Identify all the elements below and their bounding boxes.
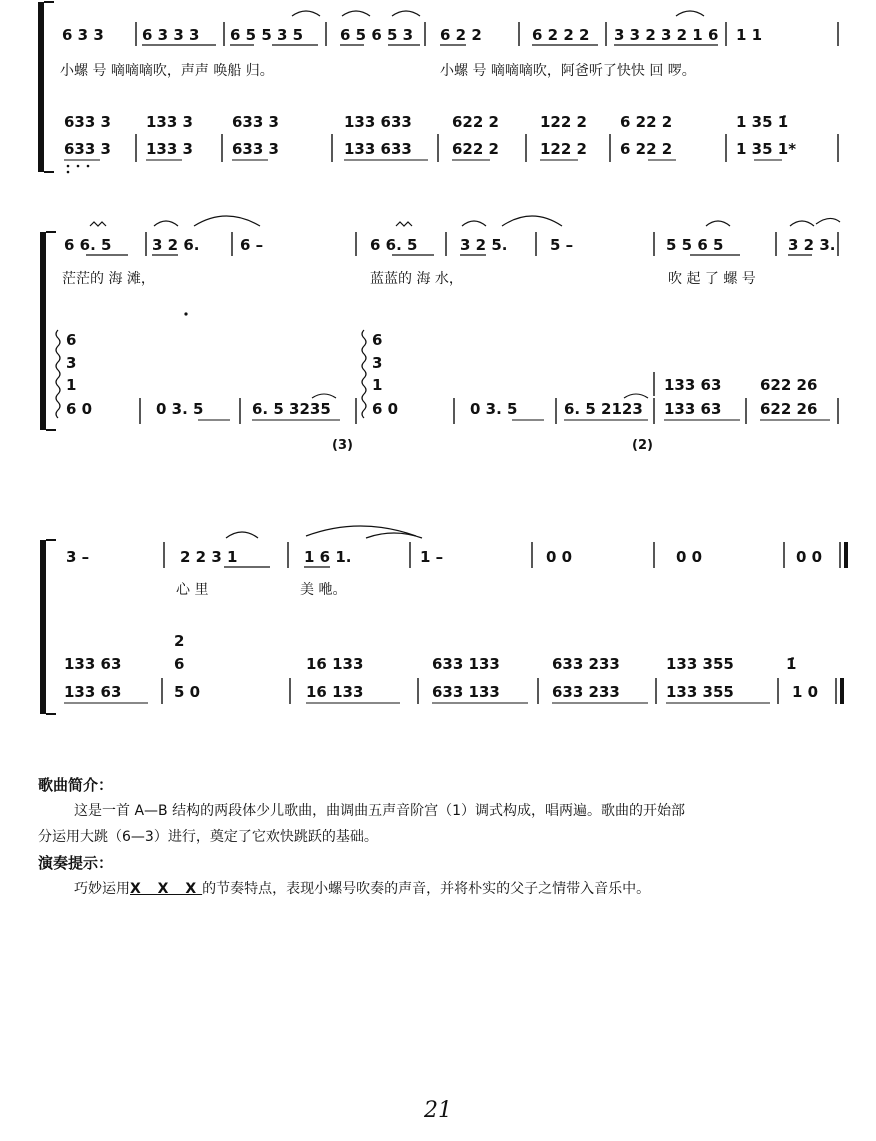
measure-note: 5 5 6 5: [666, 236, 724, 254]
measure-note: 6 3 3 3: [142, 26, 200, 44]
chord: 133 633: [344, 113, 412, 131]
lyric-line: 美 咃。: [300, 582, 347, 598]
lyric-line: 小螺 号 嘀嘀嘀吹，声声 唤船 归。: [60, 63, 274, 79]
measure-note: 1 1: [736, 26, 763, 44]
system-bracket: [40, 540, 46, 714]
chord: 133 63: [64, 655, 122, 673]
chord: 6. 5 2123: [564, 400, 643, 418]
chord-note: 1: [372, 376, 383, 394]
chord: 133 63: [664, 376, 722, 394]
system-2: [40, 216, 840, 453]
tips-text: [38, 876, 838, 902]
chord: 1̇: [786, 655, 797, 673]
chord-note: 3: [372, 354, 383, 372]
section-mark: (2): [632, 438, 653, 453]
chord: 0 3. 5: [470, 400, 518, 418]
accompaniment-upper: [64, 113, 788, 131]
chord: 633 133: [432, 683, 500, 701]
lyric-line: 茫茫的 海 滩，: [62, 271, 155, 287]
chord: 633 233: [552, 655, 620, 673]
measure-note: 0 0: [796, 548, 823, 566]
chord: 633 3: [232, 113, 279, 131]
measure-note: 1 –: [420, 548, 444, 566]
chord: 1 0: [792, 683, 819, 701]
chord: 133 3: [146, 113, 193, 131]
lyric-line: 小螺 号 嘀嘀嘀吹，阿爸听了快快 回 啰。: [440, 63, 696, 79]
chord: 6: [174, 655, 185, 673]
tips-heading: 演奏提示：: [38, 854, 114, 872]
measure-note: 0 0: [546, 548, 573, 566]
chord: 6. 5 3235: [252, 400, 331, 418]
measure-note: 5 –: [550, 236, 574, 254]
chord: 633 133: [432, 655, 500, 673]
chord: 633 3: [64, 113, 111, 131]
accompaniment-upper: [64, 655, 796, 673]
chord: 133 3: [146, 140, 193, 158]
chord: 633 233: [552, 683, 620, 701]
chord-note: 2: [174, 632, 185, 650]
system-bracket: [38, 2, 44, 172]
chord-note: 6: [66, 331, 77, 349]
chord: 6 22 2: [620, 140, 673, 158]
chord-note: 1: [66, 376, 77, 394]
chord: 6 0: [66, 400, 93, 418]
chord-note: 6: [372, 331, 383, 349]
chord: 133 355: [666, 683, 734, 701]
song-notes: [38, 772, 838, 902]
measure-note: 6 2 2 2: [532, 26, 590, 44]
chord: 633 3: [232, 140, 279, 158]
accompaniment-lower: [66, 400, 817, 418]
lyric-line: 心 里: [176, 582, 209, 598]
chord: 5 0: [174, 683, 201, 701]
system-3: [40, 526, 848, 714]
chord: 122 2: [540, 113, 587, 131]
rhythm-pattern: X X X: [130, 881, 203, 897]
accompaniment-upper: [664, 376, 817, 394]
chord: 622 2: [452, 113, 499, 131]
tips-pre: 巧妙运用: [74, 881, 130, 897]
lyric-line: 蓝蓝的 海 水，: [370, 271, 463, 287]
melody-row: [62, 26, 762, 44]
intro-heading: 歌曲简介：: [38, 776, 114, 794]
system-bracket: [40, 232, 46, 430]
lyric-line: 吹 起 了 螺 号: [668, 271, 756, 287]
chord: 122 2: [540, 140, 587, 158]
chord: 622 26: [760, 376, 818, 394]
page-number: 21: [424, 1098, 452, 1123]
measure-note: 3 –: [66, 548, 90, 566]
measure-note: 6 –: [240, 236, 264, 254]
melody-row: [64, 236, 835, 254]
chord: 6 0: [372, 400, 399, 418]
measure-note: 0 0: [676, 548, 703, 566]
chord: 1 35 1*: [736, 140, 797, 158]
chord: 622 2: [452, 140, 499, 158]
measure-note: 3 2 3.: [788, 236, 836, 254]
measure-note: 6 2 2: [440, 26, 482, 44]
measure-note: 3 2 5.: [460, 236, 508, 254]
chord: 633 3: [64, 140, 111, 158]
measure-note: 6 3 3: [62, 26, 104, 44]
measure-note: 6 6. 5: [64, 236, 112, 254]
chord: 0 3. 5: [156, 400, 204, 418]
measure-note: 6 5 5 3 5: [230, 26, 304, 44]
chord: 16 133: [306, 655, 364, 673]
chord: 133 63: [664, 400, 722, 418]
measure-note: 1 6 1.: [304, 548, 352, 566]
chord: 622 26: [760, 400, 818, 418]
chord: 133 355: [666, 655, 734, 673]
tips-post: 的节奏特点，表现小螺号吹奏的声音，并将朴实的父子之情带入音乐中。: [202, 881, 651, 897]
melody-row: [66, 548, 822, 566]
measure-note: 3 2 6.: [152, 236, 200, 254]
chord: 6 22 2: [620, 113, 673, 131]
accompaniment-lower: [64, 683, 818, 701]
measure-note: 3 3 2 3 2 1 6: [614, 26, 719, 44]
chord: 133 63: [64, 683, 122, 701]
accompaniment-lower: [64, 140, 796, 158]
measure-note: 6 6. 5: [370, 236, 418, 254]
intro-text-cont: 分运用大跳（6—3）进行，奠定了它欢快跳跃的基础。: [38, 829, 378, 845]
intro-text: 这是一首 A—B 结构的两段体少儿歌曲，曲调曲五声音阶宫（1）调式构成，唱两遍。歌曲的开始部: [74, 803, 685, 819]
measure-note: 6 5 6 5 3: [340, 26, 414, 44]
system-1: [38, 2, 838, 173]
chord: 16 133: [306, 683, 364, 701]
measure-note: 2 2 3 1: [180, 548, 238, 566]
chord-note: 3: [66, 354, 77, 372]
section-mark: (3): [332, 438, 353, 453]
chord: 133 633: [344, 140, 412, 158]
chord: 1 35 1̇: [736, 113, 789, 131]
